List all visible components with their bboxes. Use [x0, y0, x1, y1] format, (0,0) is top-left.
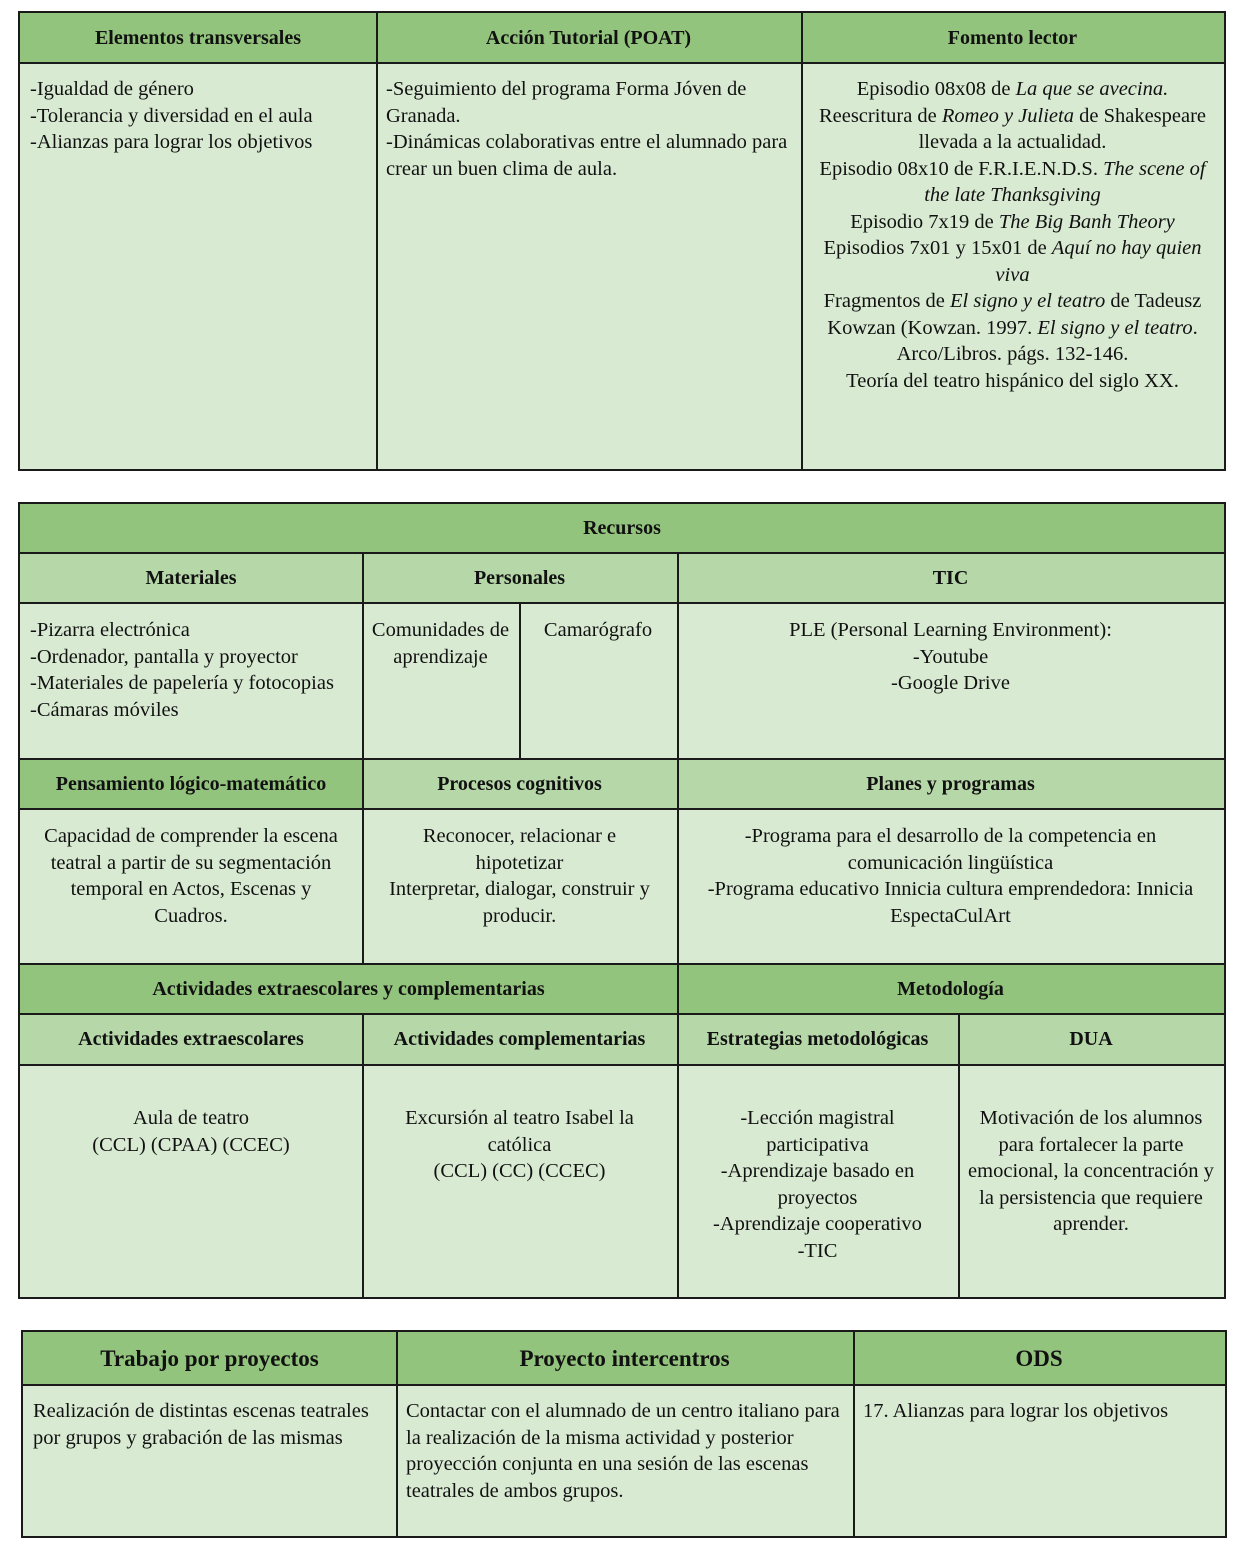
- list-item: Aula de teatro: [132, 1107, 250, 1129]
- list-item: Episodio 08x10 de F.R.I.E.N.D.S. The scene of the late Thanksgiving: [819, 157, 1206, 206]
- list-item: Episodio 7x19 de The Big Banh Theory: [850, 210, 1175, 233]
- list-item: -Aprendizaje cooperativo: [713, 1213, 922, 1235]
- pensamiento-logico-text: [20, 809, 362, 964]
- list-item: -Tolerancia y diversidad en el aula: [30, 104, 313, 127]
- recursos-title: Recursos: [20, 504, 1224, 553]
- divider: [376, 13, 378, 469]
- list-item: -Alianzas para lograr los objetivos: [30, 131, 313, 153]
- list-item: -Seguimiento del programa Forma Jóven de Granada.: [386, 78, 747, 127]
- divider: [20, 1064, 1224, 1066]
- list-item: -Materiales de papelería y fotocopias: [30, 672, 334, 694]
- divider: [20, 1013, 1224, 1015]
- divider: [23, 1384, 1225, 1386]
- list-item: -Igualdad de género: [30, 78, 194, 100]
- divider: [801, 13, 803, 469]
- list-item: Interpretar, dialogar, construir y producir.: [389, 878, 650, 927]
- list-item: Teoría del teatro hispánico del siglo XX.: [846, 369, 1179, 392]
- list-item: -TIC: [797, 1239, 838, 1262]
- divider: [20, 62, 1224, 64]
- divider: [20, 552, 1224, 554]
- list-item: Capacidad de comprender la escena teatral a partir de su segmentación temporal en Actos, Escenas y Cuadros.: [44, 825, 338, 927]
- list-item: -Google Drive: [891, 672, 1010, 694]
- trabajo-proyectos-text: [23, 1385, 396, 1536]
- ods-text: [853, 1385, 1225, 1536]
- list-item: 17. Alianzas para lograr los objetivos: [863, 1400, 1169, 1422]
- dua-text: [958, 1065, 1224, 1297]
- header-elementos-transversales: Elementos transversales: [20, 13, 376, 63]
- list-item: Excursión al teatro Isabel la católica: [405, 1107, 634, 1156]
- header-dua: DUA: [958, 1014, 1224, 1065]
- header-actividades: Actividades extraescolares y complementarias: [20, 964, 677, 1014]
- list-item: Episodios 7x01 y 15x01 de Aquí no hay quien viva: [823, 237, 1202, 286]
- header-tic: TIC: [677, 553, 1224, 603]
- tic-list: [677, 603, 1224, 759]
- list-item: Comunidades de aprendizaje: [371, 619, 510, 668]
- divider: [958, 1014, 960, 1297]
- fomento-lector-list: [801, 63, 1224, 469]
- list-item: Camarógrafo: [543, 619, 653, 641]
- divider: [20, 758, 1224, 760]
- procesos-cognitivos-text: [362, 809, 677, 964]
- proyecto-intercentros-text: [396, 1385, 853, 1536]
- header-actividades-complementarias: Actividades complementarias: [362, 1014, 677, 1065]
- list-item: -Dinámicas colaborativas entre el alumnado para crear un buen clima de aula.: [386, 131, 788, 180]
- list-item: -Cámaras móviles: [30, 698, 179, 721]
- divider: [20, 808, 1224, 810]
- list-item: Reescritura de Romeo y Julieta de Shakespeare llevada a la actualidad.: [818, 104, 1207, 153]
- list-item: Episodio 08x08 de La que se avecina.: [856, 78, 1169, 100]
- recursos-table: [18, 502, 1226, 1299]
- divider: [20, 963, 1224, 965]
- list-item: Realización de distintas escenas teatrales por grupos y grabación de las mismas: [33, 1400, 369, 1449]
- divider: [519, 603, 521, 759]
- header-estrategias: Estrategias metodológicas: [677, 1014, 958, 1065]
- divider: [853, 1332, 855, 1536]
- header-fomento-lector: Fomento lector: [801, 13, 1224, 63]
- header-actividades-extraescolares: Actividades extraescolares: [20, 1014, 362, 1065]
- bottom-table: [21, 1330, 1227, 1538]
- list-item: (CCL) (CPAA) (CCEC): [92, 1133, 290, 1156]
- header-ods: ODS: [853, 1332, 1225, 1385]
- list-item: -Youtube: [912, 645, 989, 668]
- personales-camarografo: [519, 603, 677, 759]
- header-pensamiento-logico: Pensamiento lógico-matemático: [20, 759, 362, 809]
- divider: [20, 602, 1224, 604]
- list-item: -Ordenador, pantalla y proyector: [30, 645, 298, 668]
- list-item: PLE (Personal Learning Environment):: [789, 619, 1112, 641]
- header-materiales: Materiales: [20, 553, 362, 603]
- list-item: -Lección magistral participativa: [740, 1107, 895, 1156]
- list-item: Contactar con el alumnado de un centro italiano para la realización de la misma actividad y posterior proyección conjunta en una sesión de las escenas teatrales de ambos grupos.: [406, 1400, 840, 1502]
- header-metodologia: Metodología: [677, 964, 1224, 1014]
- personales-comunidades: [362, 603, 519, 759]
- list-item: -Programa educativo Innicia cultura emprendedora: Innicia EspectaCulArt: [707, 878, 1194, 927]
- header-accion-tutorial: Acción Tutorial (POAT): [376, 13, 801, 63]
- divider: [677, 553, 679, 1297]
- header-planes-programas: Planes y programas: [677, 759, 1224, 809]
- list-item: Reconocer, relacionar e hipotetizar: [422, 825, 617, 874]
- poat-list: [376, 63, 801, 469]
- divider: [362, 553, 364, 963]
- top-table: [18, 11, 1226, 471]
- list-item: -Programa para el desarrollo de la competencia en comunicación lingüística: [744, 825, 1157, 874]
- list-item: -Aprendizaje basado en proyectos: [720, 1160, 915, 1209]
- header-proyecto-intercentros: Proyecto intercentros: [396, 1332, 853, 1385]
- extraescolares-text: [20, 1065, 362, 1297]
- header-personales: Personales: [362, 553, 677, 603]
- materiales-list: [20, 603, 362, 759]
- header-trabajo-proyectos: Trabajo por proyectos: [23, 1332, 396, 1385]
- planes-programas-text: [677, 809, 1224, 964]
- list-item: (CCL) (CC) (CCEC): [433, 1160, 606, 1182]
- divider: [396, 1332, 398, 1536]
- divider: [362, 1014, 364, 1297]
- list-item: -Pizarra electrónica: [30, 619, 190, 641]
- complementarias-text: [362, 1065, 677, 1297]
- list-item: Motivación de los alumnos para fortalecer la parte emocional, la concentración y la persistencia que requiere aprender.: [968, 1107, 1214, 1235]
- transversales-list: [20, 63, 376, 469]
- list-item: Fragmentos de El signo y el teatro de Tadeusz Kowzan (Kowzan. 1997. El signo y el teatro. Arco/Libros. págs. 132-146.: [823, 290, 1202, 365]
- header-procesos-cognitivos: Procesos cognitivos: [362, 759, 677, 809]
- estrategias-text: [677, 1065, 958, 1297]
